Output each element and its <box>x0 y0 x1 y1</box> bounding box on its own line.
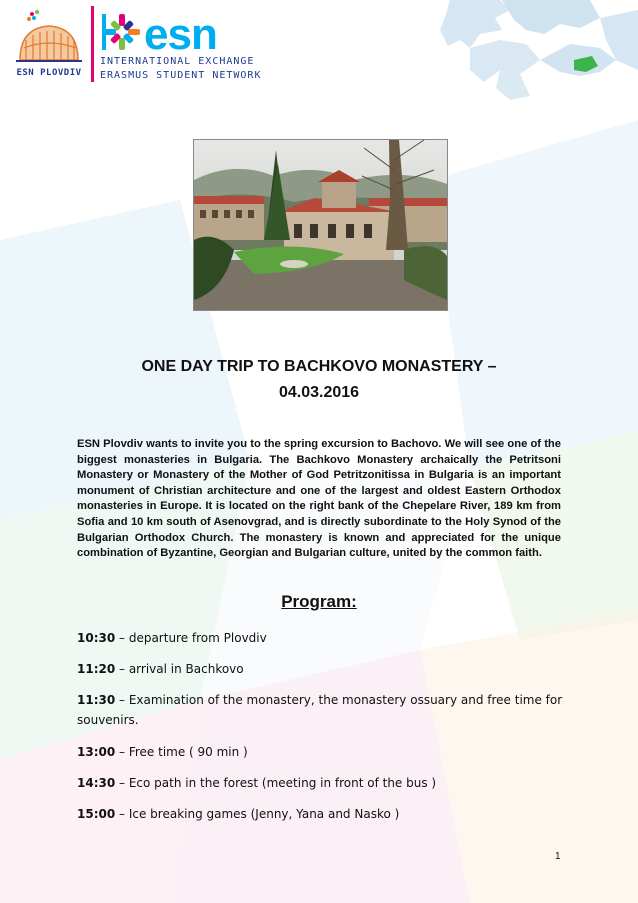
schedule-item <box>77 742 567 762</box>
schedule-time: 11:20 <box>77 662 116 676</box>
schedule-item <box>77 690 567 730</box>
city-logo-text: ESN PLOVDIV <box>16 68 82 78</box>
page-title-date: 04.03.2016 <box>278 384 360 401</box>
schedule-item <box>77 659 567 679</box>
esn-star-logo <box>100 8 260 56</box>
schedule-item <box>77 804 567 824</box>
tagline-line1: INTERNATIONAL EXCHANGE <box>100 56 255 67</box>
schedule-item <box>77 773 567 793</box>
program-heading: Program: <box>281 592 357 611</box>
schedule-time: 13:00 <box>77 745 116 759</box>
page-title-line1: ONE DAY TRIP TO BACHKOVO MONASTERY – <box>141 358 497 375</box>
esn-plovdiv-logo <box>12 8 86 84</box>
esn-wordmark-text: esn <box>144 10 217 56</box>
tagline-line2: ERASMUS STUDENT NETWORK <box>100 70 262 81</box>
schedule-text: – Eco path in the forest (meeting in front of the bus ) <box>115 776 437 790</box>
schedule-text: – Free time ( 90 min ) <box>115 745 248 759</box>
schedule-time: 11:30 <box>77 693 116 707</box>
schedule-time: 15:00 <box>77 807 116 821</box>
schedule-time: 10:30 <box>77 631 116 645</box>
schedule-text: – Examination of the monastery, the monastery ossuary and free time for souvenirs. <box>77 693 563 727</box>
header-divider <box>91 6 94 82</box>
schedule-text: – Ice breaking games (Jenny, Yana and Nasko ) <box>115 807 400 821</box>
schedule-text: – departure from Plovdiv <box>115 631 267 645</box>
intro-paragraph: ESN Plovdiv wants to invite you to the spring excursion to Bachovo. We will see one of the biggest monasteries in Bulgaria. The Bachkovo Monastery archaically the Petritsoni Monastery or Monastery of the Mother of God Petritzonitissa in Bulgaria is an important monument of Christian architecture and one of the largest and oldest Eastern Orthodox monasteries in Europe. It is located on the right bank of the Chepelare River, 189 km from Sofia and 10 km south of Asenovgrad, and is directly subordinate to the Holy Synod of the Bulgarian Orthodox Church. The monastery is known and appreciated for the unique combination of Byzantine, Georgian and Bulgarian culture, united by the common faith. <box>77 438 561 560</box>
europe-map-graphic <box>440 0 638 100</box>
schedule-item <box>77 628 567 648</box>
schedule-text: – arrival in Bachkovo <box>115 662 244 676</box>
page-number: 1 <box>555 851 561 862</box>
schedule-time: 14:30 <box>77 776 116 790</box>
amphitheatre-icon <box>12 8 86 68</box>
monastery-photo <box>193 139 448 311</box>
